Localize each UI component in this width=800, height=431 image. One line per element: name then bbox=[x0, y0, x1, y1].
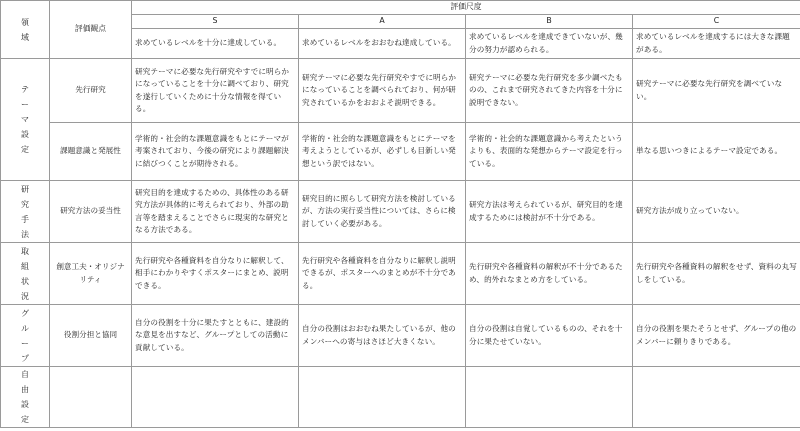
perspective-cell: 先行研究 bbox=[50, 59, 132, 123]
grade-s-header: S bbox=[132, 15, 299, 29]
criteria-cell: 研究テーマに必要な先行研究を多少調べたものの、これまで研究されてきた内容を十分に説明できない。 bbox=[466, 59, 633, 123]
grade-b-description: 求めているレベルを達成できていないが、幾分の努力が認められる。 bbox=[466, 29, 633, 59]
criteria-cell: 研究目的に照らして研究方法を検討しているが、方法の実行妥当性については、さらに検討していく必要がある。 bbox=[299, 181, 466, 243]
perspective-cell bbox=[50, 367, 132, 428]
criteria-cell: 先行研究や各種資料を自分なりに解釈して、相手にわかりやすくポスターにまとめ、説明できる。 bbox=[132, 243, 299, 305]
table-row bbox=[1, 367, 800, 428]
table-row bbox=[1, 305, 800, 367]
criteria-cell: 研究テーマに必要な先行研究やすでに明らかになっていることを調べられており、何が研究されているかをおおよそ説明できる。 bbox=[299, 59, 466, 123]
domain-cell: 自由設定 bbox=[1, 367, 50, 428]
scale-header: 評価尺度 bbox=[132, 1, 800, 15]
criteria-cell: 先行研究や各種資料の解釈をせず、資料の丸写しをしている。 bbox=[633, 243, 800, 305]
criteria-cell: 単なる思いつきによるテーマ設定である。 bbox=[633, 123, 800, 181]
perspective-cell: 研究方法の妥当性 bbox=[50, 181, 132, 243]
grade-c-header: C bbox=[633, 15, 800, 29]
criteria-cell bbox=[633, 367, 800, 428]
grade-c-description: 求めているレベルを達成するには大きな課題がある。 bbox=[633, 29, 800, 59]
grade-a-header: A bbox=[299, 15, 466, 29]
grade-a-description: 求めているレベルをおおむね達成している。 bbox=[299, 29, 466, 59]
criteria-cell: 学術的・社会的な課題意識をもとにテーマが考案されており、今後の研究により課題解決に結びつくことが期待される。 bbox=[132, 123, 299, 181]
grade-b-header: B bbox=[466, 15, 633, 29]
table-row bbox=[1, 59, 800, 123]
criteria-cell: 自分の役割を果たそうとせず、グループの他のメンバーに頼りきりである。 bbox=[633, 305, 800, 367]
criteria-cell: 学術的・社会的な課題意識から考えたというよりも、表面的な発想からテーマ設定を行っている。 bbox=[466, 123, 633, 181]
table-row bbox=[1, 243, 800, 305]
perspective-header: 評価観点 bbox=[50, 1, 132, 59]
criteria-cell bbox=[466, 367, 633, 428]
criteria-cell bbox=[132, 367, 299, 428]
grade-s-description: 求めているレベルを十分に達成している。 bbox=[132, 29, 299, 59]
criteria-cell: 研究テーマに必要な先行研究を調べていない。 bbox=[633, 59, 800, 123]
perspective-cell: 創意工夫・オリジナリティ bbox=[50, 243, 132, 305]
domain-header: 領域 bbox=[1, 1, 50, 59]
table-row bbox=[1, 123, 800, 181]
criteria-cell: 研究テーマに必要な先行研究やすでに明らかになっていることを十分に調べており、研究を遂行していくために十分な情報を得ている。 bbox=[132, 59, 299, 123]
criteria-cell: 自分の役割は自覚しているものの、それを十分に果たせていない。 bbox=[466, 305, 633, 367]
domain-cell: 研究手法 bbox=[1, 181, 50, 243]
criteria-cell: 研究方法が成り立っていない。 bbox=[633, 181, 800, 243]
criteria-cell: 先行研究や各種資料を自分なりに解釈し説明できるが、ポスターへのまとめが不十分である。 bbox=[299, 243, 466, 305]
criteria-cell: 先行研究や各種資料の解釈が不十分であるため、的外れなまとめ方をしている。 bbox=[466, 243, 633, 305]
criteria-cell: 研究目的を達成するための、具体性のある研究方法が具体的に考えられており、外部の助言等を踏まえることでさらに現実的な研究となる方法である。 bbox=[132, 181, 299, 243]
criteria-cell bbox=[299, 367, 466, 428]
perspective-cell: 役割分担と協同 bbox=[50, 305, 132, 367]
criteria-cell: 学術的・社会的な課題意識をもとにテーマを考えようとしているが、必ずしも目新しい発想という訳ではない。 bbox=[299, 123, 466, 181]
perspective-cell: 課題意識と発展性 bbox=[50, 123, 132, 181]
domain-cell: テーマ設定 bbox=[1, 59, 50, 181]
criteria-cell: 研究方法は考えられているが、研究目的を達成するためには検討が不十分である。 bbox=[466, 181, 633, 243]
criteria-cell: 自分の役割を十分に果たすとともに、建設的な意見を出すなど、グループとしての活動に貢献している。 bbox=[132, 305, 299, 367]
table-row bbox=[1, 181, 800, 243]
criteria-cell: 自分の役割はおおむね果たしているが、他のメンバーへの寄与はさほど大きくない。 bbox=[299, 305, 466, 367]
domain-cell: 取組状況 bbox=[1, 243, 50, 305]
domain-cell: グループ bbox=[1, 305, 50, 367]
